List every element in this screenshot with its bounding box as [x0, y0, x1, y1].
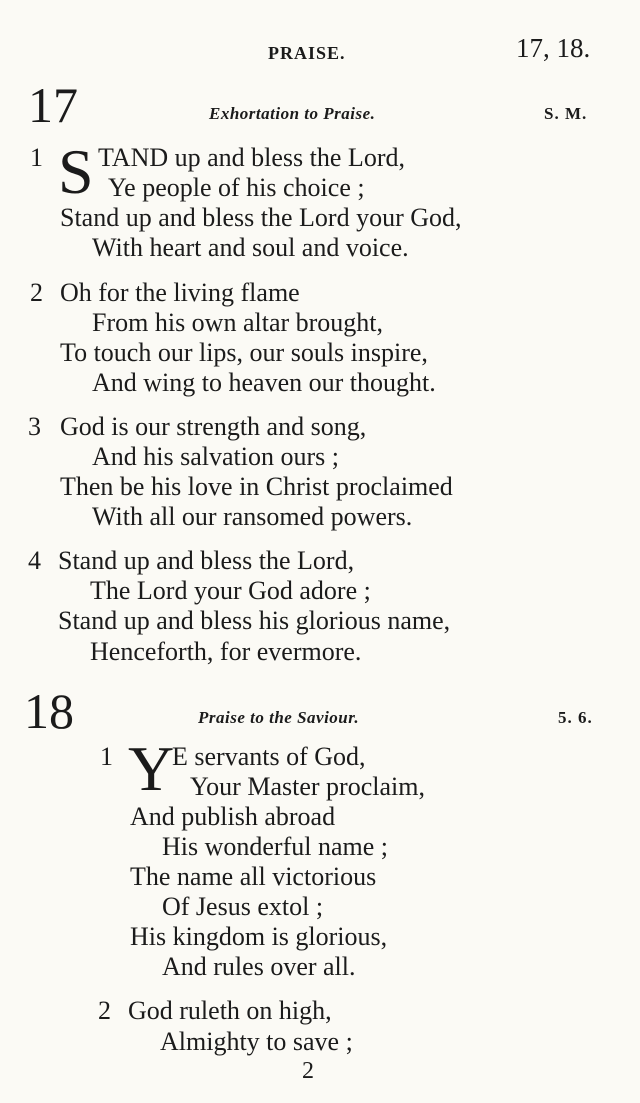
- verse-line: Stand up and bless his glorious name,: [58, 606, 451, 635]
- verse-line: The Lord your God adore ;: [90, 576, 371, 605]
- running-head: PRAISE.: [268, 43, 346, 63]
- verse-line: E servants of God,: [172, 742, 366, 771]
- verse-line: His kingdom is glorious,: [130, 922, 388, 951]
- verse-number: 1: [30, 143, 43, 172]
- hymn-meter-17: S. M.: [544, 104, 588, 123]
- verse-number: 1: [100, 742, 113, 771]
- drop-cap-initial: Y: [128, 733, 175, 804]
- hymn-title-17: Exhortation to Praise.: [209, 104, 376, 123]
- verse-line: Henceforth, for evermore.: [90, 637, 362, 666]
- hymn-meter-18: 5. 6.: [558, 708, 593, 727]
- verse-line: God is our strength and song,: [60, 412, 367, 441]
- hymn-title-18: Praise to the Saviour.: [198, 708, 360, 727]
- verse-number: 4: [28, 546, 41, 575]
- verse-line: To touch our lips, our souls inspire,: [60, 338, 428, 367]
- verse-line: Oh for the living flame: [60, 278, 300, 307]
- verse-line: His wonderful name ;: [162, 832, 389, 861]
- page-folio: 2: [302, 1058, 314, 1084]
- verse-line: Then be his love in Christ proclaimed: [60, 472, 453, 501]
- verse-line: Of Jesus extol ;: [162, 892, 324, 921]
- verse-number: 2: [30, 278, 43, 307]
- page-reference: 17, 18.: [516, 33, 591, 63]
- verse-line: Ye people of his choice ;: [108, 173, 365, 202]
- drop-cap-initial: S: [58, 136, 94, 207]
- hymn-number-18: 18: [24, 683, 74, 739]
- verse-line: And rules over all.: [162, 952, 356, 981]
- verse-number: 3: [28, 412, 41, 441]
- verse-line: TAND up and bless the Lord,: [98, 143, 405, 172]
- verse-line: Almighty to save ;: [160, 1027, 353, 1056]
- verse-line: Stand up and bless the Lord your God,: [60, 203, 462, 232]
- verse-line: Stand up and bless the Lord,: [58, 546, 355, 575]
- verse-line: And wing to heaven our thought.: [92, 368, 436, 397]
- hymn-number-17: 17: [28, 77, 78, 133]
- verse-line: And publish abroad: [130, 802, 336, 831]
- verse-line: Your Master proclaim,: [190, 772, 425, 801]
- verse-line: With heart and soul and voice.: [92, 233, 409, 262]
- verse-line: God ruleth on high,: [128, 996, 332, 1025]
- verse-line: And his salvation ours ;: [92, 442, 339, 471]
- verse-line: The name all victorious: [130, 862, 377, 891]
- verse-number: 2: [98, 996, 111, 1025]
- verse-line: With all our ransomed powers.: [92, 502, 413, 531]
- verse-line: From his own altar brought,: [92, 308, 384, 337]
